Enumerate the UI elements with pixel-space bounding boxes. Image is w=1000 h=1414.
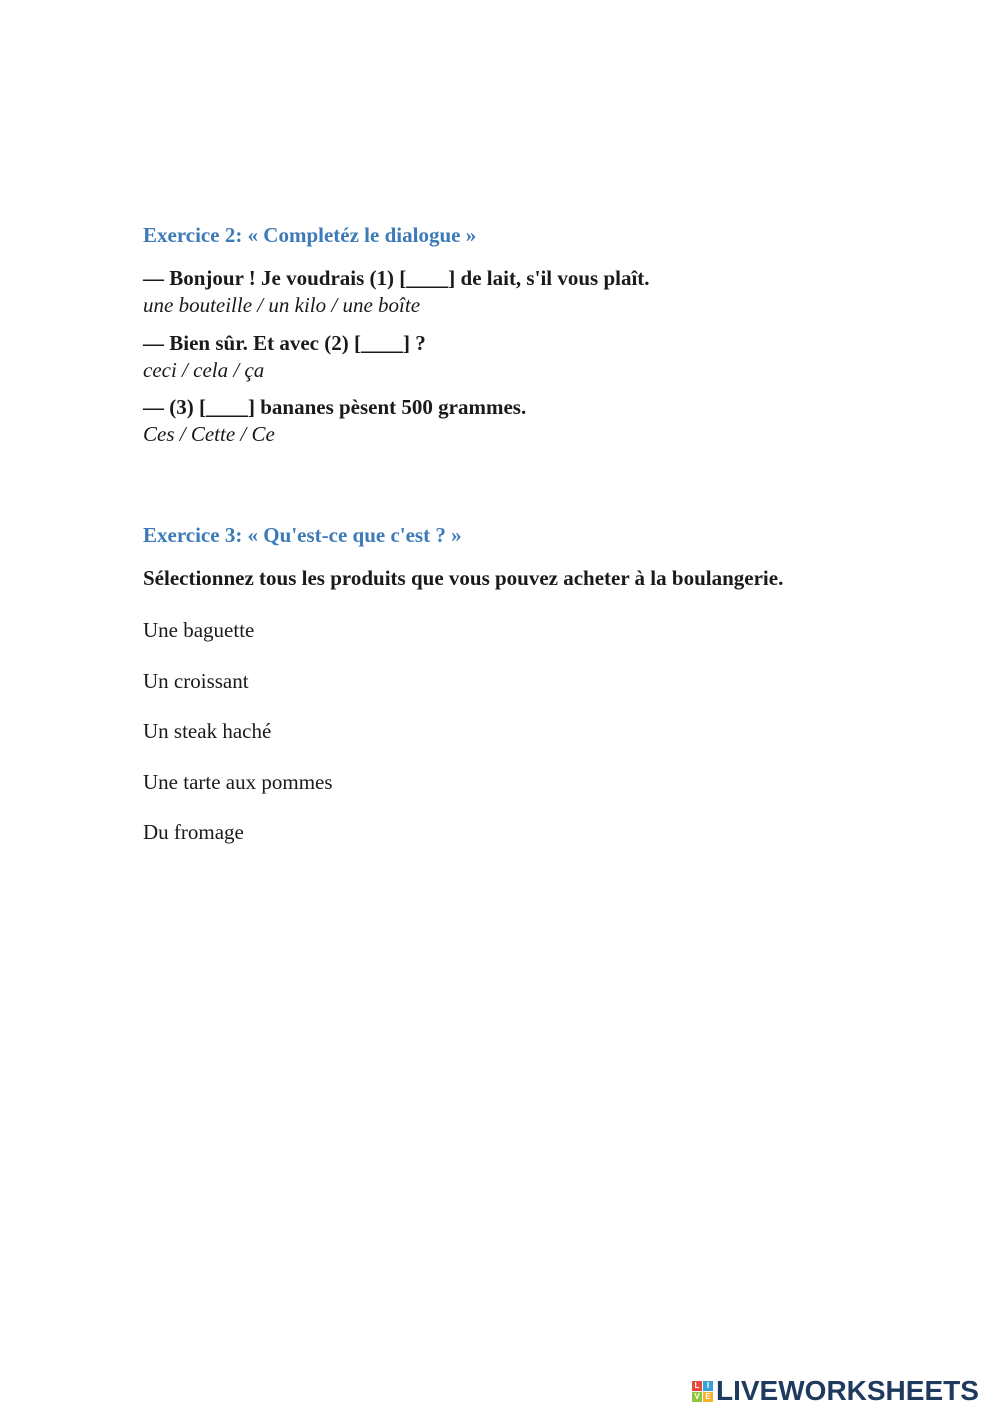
exercise3-instruction: Sélectionnez tous les produits que vous pouvez acheter à la boulangerie. <box>143 566 784 590</box>
exercise3-title: Exercice 3: « Qu'est-ce que c'est ? » <box>143 523 462 547</box>
logo-grid-icon <box>692 1381 713 1402</box>
product-option-tarte[interactable]: Une tarte aux pommes <box>143 770 333 794</box>
dialogue-options-1: une bouteille / un kilo / une boîte <box>143 293 421 317</box>
logo-square-v: V <box>692 1392 702 1402</box>
logo-square-l: L <box>692 1381 702 1391</box>
dialogue-options-2: ceci / cela / ça <box>143 358 265 382</box>
logo-square-e: E <box>703 1392 713 1402</box>
liveworksheets-logo <box>692 1375 979 1407</box>
product-option-steak[interactable]: Un steak haché <box>143 719 272 743</box>
dialogue-line-1: — Bonjour ! Je voudrais (1) [____] de lait, s'il vous plaît. <box>143 266 650 290</box>
logo-text: LIVEWORKSHEETS <box>716 1375 979 1406</box>
dialogue-options-3: Ces / Cette / Ce <box>143 422 275 446</box>
product-option-baguette[interactable]: Une baguette <box>143 618 255 642</box>
dialogue-line-3: — (3) [____] bananes pèsent 500 grammes. <box>143 395 527 419</box>
product-option-fromage[interactable]: Du fromage <box>143 820 244 844</box>
product-option-croissant[interactable]: Un croissant <box>143 669 249 693</box>
logo-square-i: I <box>703 1381 713 1391</box>
dialogue-line-2: — Bien sûr. Et avec (2) [____] ? <box>143 331 426 355</box>
exercise2-title: Exercice 2: « Completéz le dialogue » <box>143 223 477 247</box>
